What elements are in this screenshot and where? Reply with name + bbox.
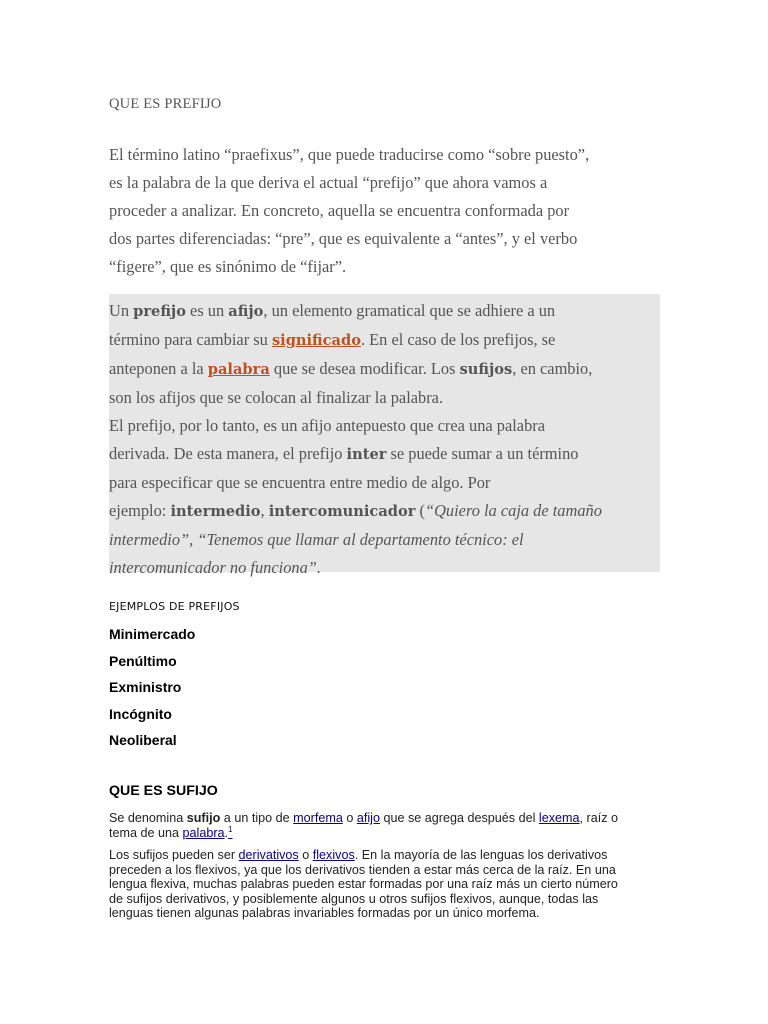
link-lexema[interactable]: lexema [538,811,580,825]
box-line: ejemplo: intermedio, intercomunicador (“Quiero la caja de tamaño [109,501,602,520]
box-line: El prefijo, por lo tanto, es un afijo antepuesto que crea una palabra [109,416,546,435]
intro-line: proceder a analizar. En concreto, aquella se encuentra conformada por [109,201,570,220]
intro-line: dos partes diferenciadas: “pre”, que es equivalente a “antes”, y el verbo [109,229,578,248]
example-item: Minimercado [109,626,196,642]
example-item: Incógnito [109,705,172,722]
link-palabra[interactable]: palabra [207,361,270,378]
paragraph-line: lengua flexiva, muchas palabras pueden estar formadas por una raíz más un cierto número [109,877,618,892]
box-line: intermedio”, “Tenemos que llamar al departamento técnico: el [109,530,524,549]
link-derivativos[interactable]: derivativos [238,848,299,862]
footnote-ref[interactable]: 1 [228,824,233,834]
heading-que-es-prefijo: QUE ES PREFIJO [109,96,222,112]
example-item: Penúltimo [109,652,177,669]
paragraph-line: lenguas tienen algunas palabras invariables formadas por un único morfema. [109,906,540,921]
paragraph-line: preceden a los flexivos, ya que los derivativos tienden a estar más cerca de la raíz. En una [109,862,616,877]
box-line: Un prefijo es un afijo, un elemento gramatical que se adhiere a un [109,301,556,320]
term-afijo: afijo [228,303,264,320]
paragraph-line: de sufijos derivativos, y posiblemente algunos u otros sufijos flexivos, aunque, todas las [109,891,599,906]
link-flexivos[interactable]: flexivos [312,848,355,862]
link-significado[interactable]: significado [271,332,361,349]
sufijo-types-paragraph: Los sufijos pueden ser derivativos o flexivos. En la mayoría de las lenguas los derivativos preceden a los flexivos, ya que los derivativos tienden a estar más cerca de la raíz. En una lengua flexiva, muchas palabras pueden estar formadas por una raíz más un cierto número de sufijos derivativos, y posiblemente algunos u otros sufijos flexivos, aunque, todas las lenguas tienen algunas palabras invariables formadas por un único morfema. [109,848,661,921]
link-palabra-2[interactable]: palabra [182,825,225,840]
sufijo-definition-paragraph: Se denomina sufijo a un tipo de morfema o afijo que se agrega después del lexema, raíz o tema de una palabra.$^1$ [109,811,619,840]
term-intermedio: intermedio [170,503,261,520]
link-afijo[interactable]: afijo [356,811,380,825]
highlighted-definition-box [109,294,660,577]
box-line: derivada. De esta manera, el prefijo inter se puede sumar a un término [109,444,579,463]
examples-list [109,624,195,757]
box-line: para especificar que se encuentra entre medio de algo. Por [109,473,491,492]
term-sufijo: sufijo [186,811,221,825]
term-prefijo: prefijo [133,303,186,320]
box-line: anteponen a la palabra que se desea modificar. Los sufijos, en cambio, [109,359,593,378]
link-morfema[interactable]: morfema [293,811,343,825]
intro-paragraph [109,141,657,281]
intro-line: El término latino “praefixus”, que puede traducirse como “sobre puesto”, [109,145,590,164]
term-inter: inter [346,446,387,463]
term-sufijos: sufijos [459,361,513,378]
box-line: intercomunicador no funciona”. [109,558,321,577]
box-line: son los afijos que se colocan al finalizar la palabra. [109,388,444,407]
intro-line: “figere”, que es sinónimo de “fijar”. [109,257,347,276]
heading-que-es-sufijo: QUE ES SUFIJO [109,783,218,799]
box-line: término para cambiar su significado. En el caso de los prefijos, se [109,330,556,349]
intro-line: es la palabra de la que deriva el actual “prefijo” que ahora vamos a [109,173,548,192]
term-intercomunicador: intercomunicador [268,503,416,520]
example-item: Neoliberal [109,732,177,748]
heading-ejemplos-de-prefijos: EJEMPLOS DE PREFIJOS [109,600,240,613]
example-item: Exministro [109,679,182,695]
